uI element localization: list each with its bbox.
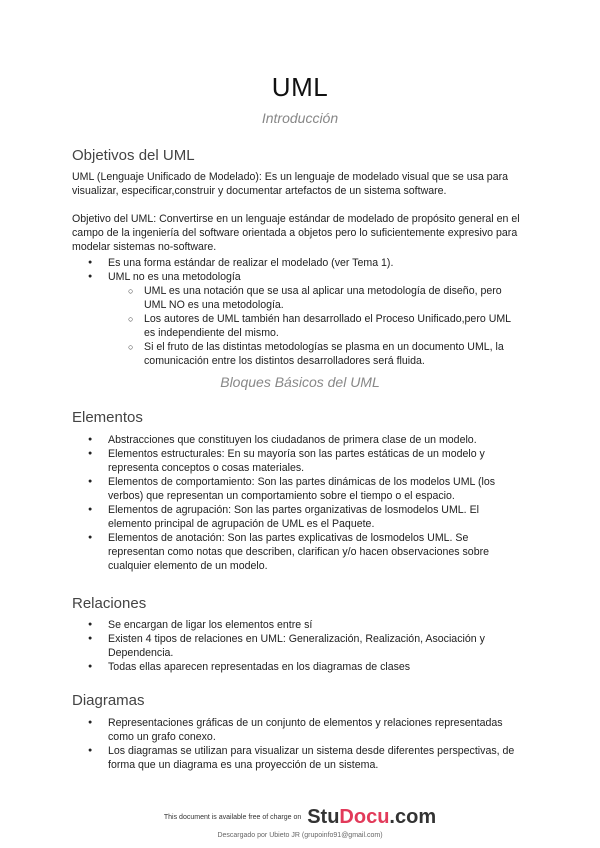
footer-downloaded-by: Descargado por Ubieto JR (grupoinfo91@gmail.com)	[217, 832, 383, 839]
paragraph-uml-objective: Objetivo del UML: Convertirse en un lenguaje estándar de modelado de propósito general en el campo de la ingeniería del software orientada a objetos pero lo suficientemente expresivo para modelar sistemas no-software.	[72, 213, 520, 253]
list-item: ● Los diagramas se utilizan para visualizar un sistema desde diferentes perspectivas, de forma que un diagrama es una proyección de un sistema.	[72, 744, 522, 772]
list-diagramas	[72, 716, 522, 772]
list-item: ● Todas ellas aparecen representadas en los diagramas de clases	[72, 660, 522, 674]
sub-list-item: ○ Los autores de UML también han desarrollado el Proceso Unificado,pero UML es independiente del mismo.	[108, 312, 522, 340]
document-subtitle: Introducción	[261, 110, 339, 126]
list-item: ● Existen 4 tipos de relaciones en UML: Generalización, Realización, Asociación y Dependencia.	[72, 632, 522, 660]
list-item: ● Se encargan de ligar los elementos entre sí	[72, 618, 522, 632]
heading-relaciones: Relaciones	[72, 595, 147, 612]
list-item: ● Abstracciones que constituyen los ciudadanos de primera clase de un modelo.	[72, 433, 522, 447]
footer-available-text: This document is available free of charge on	[163, 814, 302, 821]
list-elementos	[72, 433, 522, 573]
sub-list-item: ○ UML es una notación que se usa al aplicar una metodología de diseño, pero UML NO es una metodología.	[108, 284, 522, 312]
list-item: ● Representaciones gráficas de un conjunto de elementos y relaciones representadas como un grafo conexo.	[72, 716, 522, 744]
list-objetivos	[72, 256, 522, 368]
list-item: ● Elementos estructurales: En su mayoría son las partes estáticas de un modelo y representa conceptos o cosas materiales.	[72, 447, 522, 475]
document-title: UML	[271, 72, 329, 102]
list-relaciones	[72, 618, 522, 674]
list-item-text: UML no es una metodología	[108, 271, 241, 283]
footer-availability	[0, 806, 600, 829]
list-item: ● Elementos de comportamiento: Son las partes dinámicas de los modelos UML (los verbos) que representan un comportamiento sobre el tiempo o el espacio.	[72, 475, 522, 503]
heading-elementos: Elementos	[72, 409, 143, 426]
list-item: ● Elementos de anotación: Son las partes explicativas de losmodelos UML. Se representan como notas que describen, clarifican y/o hacen observaciones sobre cualquier elemento de un modelo.	[72, 531, 522, 573]
heading-bloques-basicos: Bloques Básicos del UML	[220, 374, 380, 390]
list-metodologia	[108, 284, 522, 368]
heading-diagramas: Diagramas	[72, 692, 145, 709]
paragraph-uml-definition: UML (Lenguaje Unificado de Modelado): Es un lenguaje de modelado visual que se usa para visualizar, especificar,construir y documentar artefactos de un sistema software.	[72, 171, 508, 197]
list-item: ● Es una forma estándar de realizar el modelado (ver Tema 1).	[72, 256, 522, 270]
sub-list-item: ○ Si el fruto de las distintas metodologías se plasma en un documento UML, la comunicación entre los distintos desarrolladores será fluida.	[108, 340, 522, 368]
list-item	[72, 270, 522, 368]
heading-objetivos: Objetivos del UML	[72, 147, 195, 164]
studocu-logo[interactable]: StuDocu.com	[307, 806, 437, 828]
list-item: ● Elementos de agrupación: Son las partes organizativas de losmodelos UML. El elemento principal de agrupación de UML es el Paquete.	[72, 503, 522, 531]
